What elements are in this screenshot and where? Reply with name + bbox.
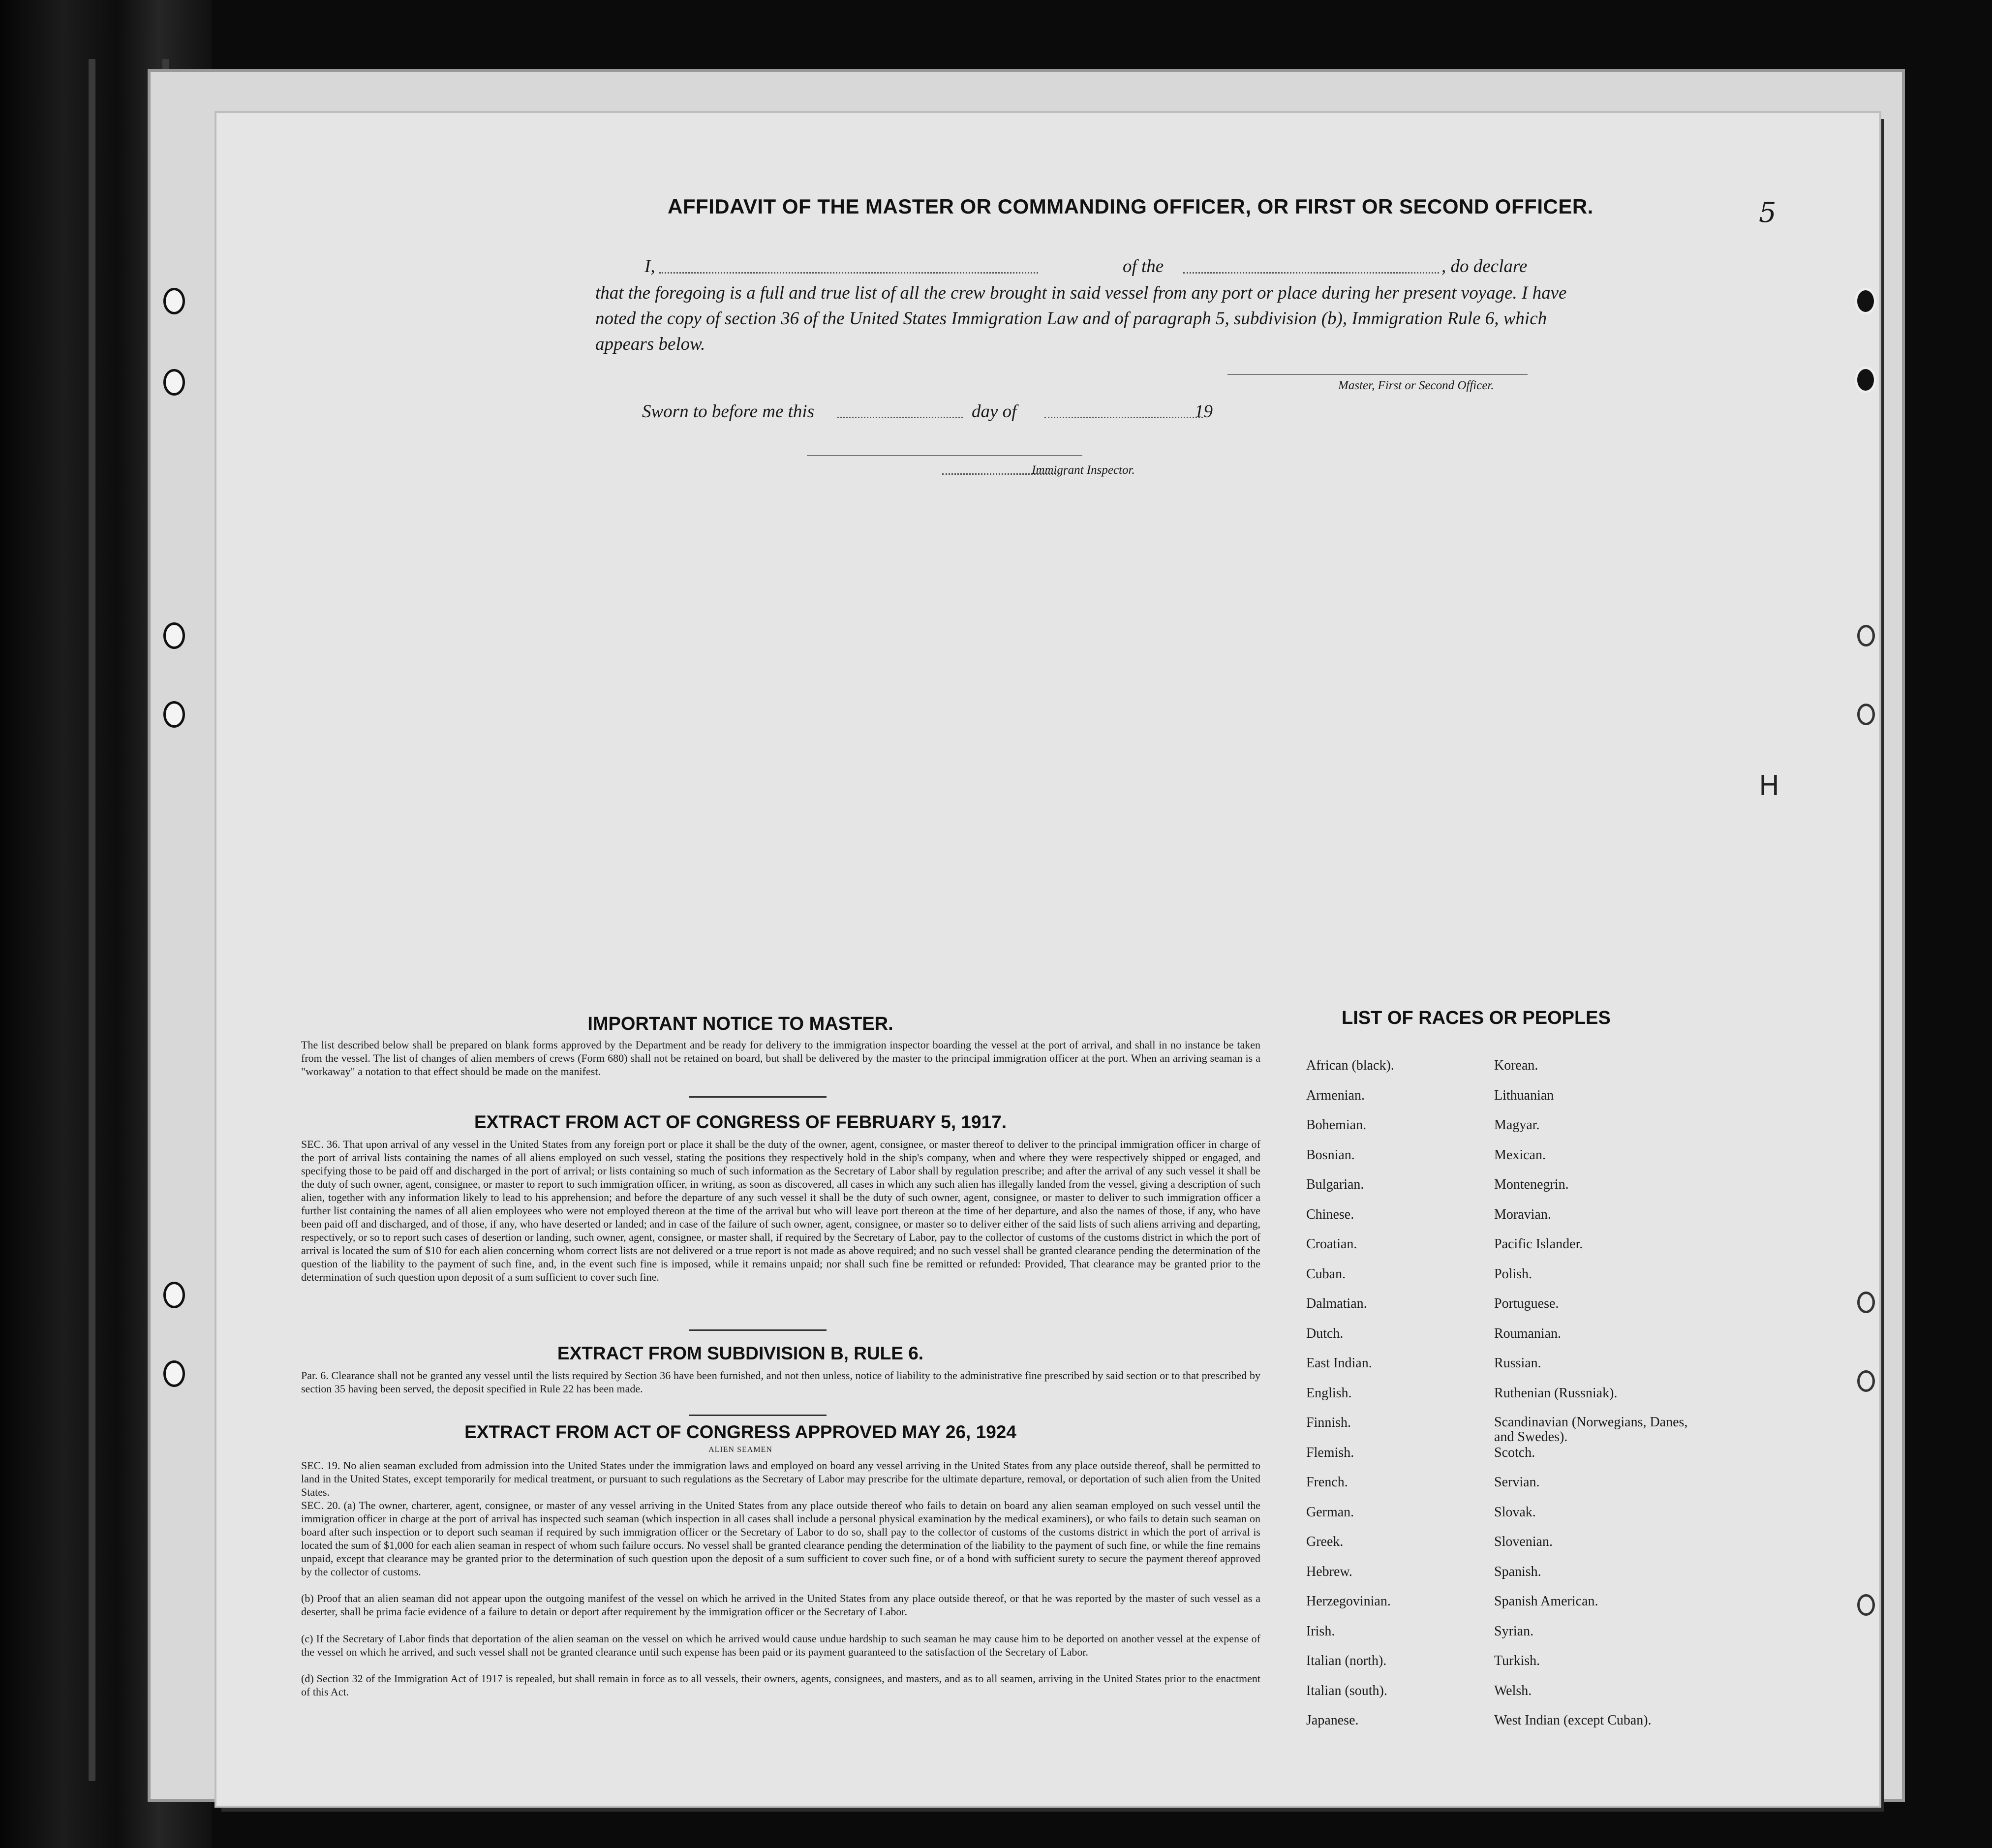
divider	[689, 1329, 827, 1331]
race-item: Japanese.	[1306, 1713, 1359, 1728]
year-label: 19	[1195, 401, 1213, 422]
race-item: English.	[1306, 1385, 1352, 1401]
race-item: Armenian.	[1306, 1087, 1365, 1103]
extract-1924-subtitle: ALIEN SEAMEN	[708, 1446, 772, 1454]
inspector-label: Immigrant Inspector.	[1032, 463, 1135, 477]
punch-hole	[163, 622, 185, 649]
document-page	[216, 113, 1879, 1806]
race-item: Scotch.	[1494, 1445, 1535, 1460]
race-item: Servian.	[1494, 1475, 1540, 1490]
race-item: Dalmatian.	[1306, 1296, 1367, 1311]
divider	[689, 1096, 827, 1098]
inspector-line	[807, 455, 1082, 456]
punch-hole	[163, 1282, 185, 1308]
race-item: Spanish.	[1494, 1564, 1541, 1579]
affidavit-body: that the foregoing is a full and true list of all the crew brought in said vessel from any port or place during her present voyage. I have noted the copy of section 36 of the United States Immigration Law and of paragraph 5, subdivision (b), Immigration Rule 6, which appears below.	[595, 283, 1567, 354]
race-item: Welsh.	[1494, 1683, 1532, 1698]
punch-hole	[163, 1360, 185, 1387]
race-item: Slovak.	[1494, 1504, 1536, 1520]
race-item: Slovenian.	[1494, 1534, 1553, 1549]
race-item: Korean.	[1494, 1058, 1538, 1073]
signature-label: Master, First or Second Officer.	[1338, 379, 1494, 392]
sworn-label: Sworn to before me this	[642, 401, 815, 422]
notice-text: The list described below shall be prepared on blank forms approved by the Department and be ready for delivery to the immigration inspector boarding the vessel at the port of arrival, and shall in no instance be taken from the vessel. The list of changes of alien members of crews (Form 680) shall not be retained on board, but shall be delivered by the master to the principal immigration officer at the port. When an arriving seaman is a "workaway" a notation to that effect should be made on the manifest.	[301, 1039, 1260, 1078]
race-item: Syrian.	[1494, 1623, 1534, 1639]
race-item: Turkish.	[1494, 1653, 1540, 1668]
race-item: Roumanian.	[1494, 1325, 1562, 1341]
race-item: German.	[1306, 1504, 1354, 1520]
race-item: Bulgarian.	[1306, 1177, 1364, 1192]
extract-1924-para-5: (d) Section 32 of the Immigration Act of 1917 is repealed, but shall remain in force as to all vessels, their owners, agents, consignees, and masters, and as to all seamen, arriving in the United States prior to the enactment of this Act.	[301, 1672, 1260, 1698]
affidavit-title: AFFIDAVIT OF THE MASTER OR COMMANDING OFFICER, OR FIRST OR SECOND OFFICER.	[668, 195, 1594, 218]
race-item: Croatian.	[1306, 1236, 1357, 1252]
extract-1917-text: SEC. 36. That upon arrival of any vessel in the United States from any foreign port or place it shall be the duty of the owner, agent, consignee, or master thereof to deliver to the principal immigration officer in charge of the port of arrival lists containing the names of all aliens employed on such vessel, stating the positions they respectively hold in the ship's company, when and where they were respectively shipped or engaged, and specifying those to be paid off and discharged in the port of arrival; or lists containing so much of such information as the Secretary of Labor shall by regulation prescribe; and after the arrival of any such vessel it shall be the duty of such owner, agent, consignee, or master to report to such immigration officer, in writing, as soon as discovered, all cases in which any such alien has illegally landed from the vessel, giving a description of such alien, together with any information likely to lead to his apprehension; and before the departure of any such vessel it shall be the duty of such owner, agent, consignee, or master to deliver to such immigration officer a further list containing the names of all alien employees who were not employed thereon at the time of the arrival but who will leave port thereon at the time of her departure, and also the names of those, if any, who have been paid off and discharged, and of those, if any, who have deserted or landed; and in case of the failure of such owner, agent, consignee, or master so to deliver either of the said lists of such aliens arriving and departing, respectively, or so to report such cases of desertion or landing, such owner, agent, consignee, or master shall, if required by the Secretary of Labor, pay to the collector of customs of the customs district in which the port of arrival is located the sum of $10 for each alien concerning whom correct lists are not delivered or a true report is not made as above required; and no such vessel shall be granted clearance pending the determination of the question of the liability to the payment of such fine, and, in the event such fine is imposed, while it remains unpaid; nor shall such fine be remitted or refunded: Provided, That clearance may be granted prior to the determination of such question upon deposit of a sum sufficient to cover such fine.	[301, 1138, 1260, 1283]
race-item: Cuban.	[1306, 1266, 1346, 1282]
extract-1924-para-2: SEC. 20. (a) The owner, charterer, agent, consignee, or master of any vessel arriving in the United States from any place outside thereof who fails to detain on board any alien seaman employed on such vessel until the immigration officer in charge at the port of arrival has inspected such seaman (which inspection in all cases shall include a personal physical examination by the medical examiners), or who fails to detain such seaman on board after such inspection or to deport such seaman if required by such immigration officer or the Secretary of Labor to do so, shall pay to the collector of customs of the customs district in which the port of arrival is located the sum of $1,000 for each alien seaman in respect of whom such failure occurs. No vessel shall be granted clearance pending the determination of the liability to the payment of such fine, or while the fine remains unpaid, except that clearance may be granted prior to the determination of such question upon the deposit of a sum sufficient to cover such fine, or of a bond with sufficient surety to secure the payment thereof approved by the collector of customs.	[301, 1499, 1260, 1578]
binder-rail	[89, 59, 95, 1781]
corner-mark: 5	[1759, 197, 1777, 229]
extract-1924-para-4: (c) If the Secretary of Labor finds that deportation of the alien seaman on the vessel on which he arrived would cause undue hardship to such seaman he may cause him to be deported on another vessel at the expense of the vessel on which he arrived, and such vessel shall not be granted clearance until such expense has been paid or its payment guaranteed to the satisfaction of the Secretary of Labor.	[301, 1632, 1260, 1658]
punch-hole	[1857, 1370, 1875, 1392]
punch-hole	[1857, 704, 1875, 725]
race-item: Portuguese.	[1494, 1296, 1559, 1311]
race-item: Russian.	[1494, 1355, 1541, 1371]
race-item: Montenegrin.	[1494, 1177, 1569, 1192]
race-item: Dutch.	[1306, 1325, 1344, 1341]
race-item: Italian (south).	[1306, 1683, 1387, 1698]
race-item: Herzegovinian.	[1306, 1594, 1391, 1609]
punch-hole	[1857, 1594, 1875, 1616]
vessel-blank	[1183, 272, 1439, 274]
race-item: African (black).	[1306, 1058, 1394, 1073]
race-item: Italian (north).	[1306, 1653, 1387, 1668]
race-item: Bosnian.	[1306, 1147, 1355, 1163]
race-item: Moravian.	[1494, 1206, 1551, 1222]
punch-hole	[163, 369, 185, 396]
race-item: Finnish.	[1306, 1415, 1351, 1430]
race-item: Spanish American.	[1494, 1594, 1598, 1609]
affidavit-i-label: I,	[644, 256, 655, 277]
race-item: Flemish.	[1306, 1445, 1354, 1460]
notice-title: IMPORTANT NOTICE TO MASTER.	[587, 1014, 893, 1034]
divider	[689, 1415, 827, 1416]
punch-hole	[1855, 367, 1876, 393]
punch-hole	[1855, 288, 1876, 314]
punch-hole	[1857, 625, 1875, 647]
affidavit-declare-label: , do declare	[1441, 256, 1528, 277]
race-item: Scandinavian (Norwegians, Danes, and Swedes).	[1494, 1415, 1688, 1445]
race-item: Mexican.	[1494, 1147, 1546, 1163]
race-item: French.	[1306, 1475, 1348, 1490]
race-item: Chinese.	[1306, 1206, 1354, 1222]
race-item: Magyar.	[1494, 1117, 1540, 1133]
races-title: LIST OF RACES OR PEOPLES	[1342, 1008, 1611, 1028]
race-item: East Indian.	[1306, 1355, 1372, 1371]
month-blank	[1044, 417, 1203, 418]
signature-line	[1227, 374, 1528, 375]
race-item: Ruthenian (Russniak).	[1494, 1385, 1618, 1401]
name-blank	[659, 272, 1038, 274]
extract-rule6-text: Par. 6. Clearance shall not be granted any vessel until the lists required by Section 36 have been furnished, and not then unless, notice of liability to the administrative fine prescribed by said section or to that prescribed by section 35 having been served, the deposit specified in Rule 22 has been made.	[301, 1369, 1260, 1395]
race-item: Greek.	[1306, 1534, 1344, 1549]
extract-1924-para-3: (b) Proof that an alien seaman did not appear upon the outgoing manifest of the vessel on which he arrived in the United States from any place outside thereof, or that he was reported by the master of such vessel as a deserter, shall be prima facie evidence of a failure to detain or deport after requirement by the immigration officer or the Secretary of Labor.	[301, 1592, 1260, 1618]
side-mark: H	[1759, 770, 1780, 802]
race-item: Hebrew.	[1306, 1564, 1352, 1579]
race-item: Bohemian.	[1306, 1117, 1367, 1133]
race-item: Pacific Islander.	[1494, 1236, 1583, 1252]
day-blank	[837, 417, 963, 418]
race-item: Lithuanian	[1494, 1087, 1554, 1103]
affidavit-of-the-label: of the	[1123, 256, 1164, 277]
punch-hole	[163, 288, 185, 314]
punch-hole	[163, 701, 185, 728]
day-of-label: day of	[972, 401, 1017, 422]
race-item: Irish.	[1306, 1623, 1335, 1639]
race-item: West Indian (except Cuban).	[1494, 1713, 1652, 1728]
extract-1924-para-1: SEC. 19. No alien seaman excluded from admission into the United States under the immigration laws and employed on board any vessel arriving in the United States from any place outside thereof, shall be permitted to land in the United States, except temporarily for medical treatment, or pursuant to such regulations as the Secretary of Labor may prescribe for the ultimate departure, removal, or deportation of such alien from the United States.	[301, 1459, 1260, 1498]
extract-rule6-title: EXTRACT FROM SUBDIVISION B, RULE 6.	[557, 1343, 924, 1363]
race-item: Polish.	[1494, 1266, 1532, 1282]
punch-hole	[1857, 1292, 1875, 1313]
extract-1924-title: EXTRACT FROM ACT OF CONGRESS APPROVED MAY 26, 1924	[464, 1422, 1016, 1442]
extract-1917-title: EXTRACT FROM ACT OF CONGRESS OF FEBRUARY 5, 1917.	[474, 1112, 1007, 1132]
